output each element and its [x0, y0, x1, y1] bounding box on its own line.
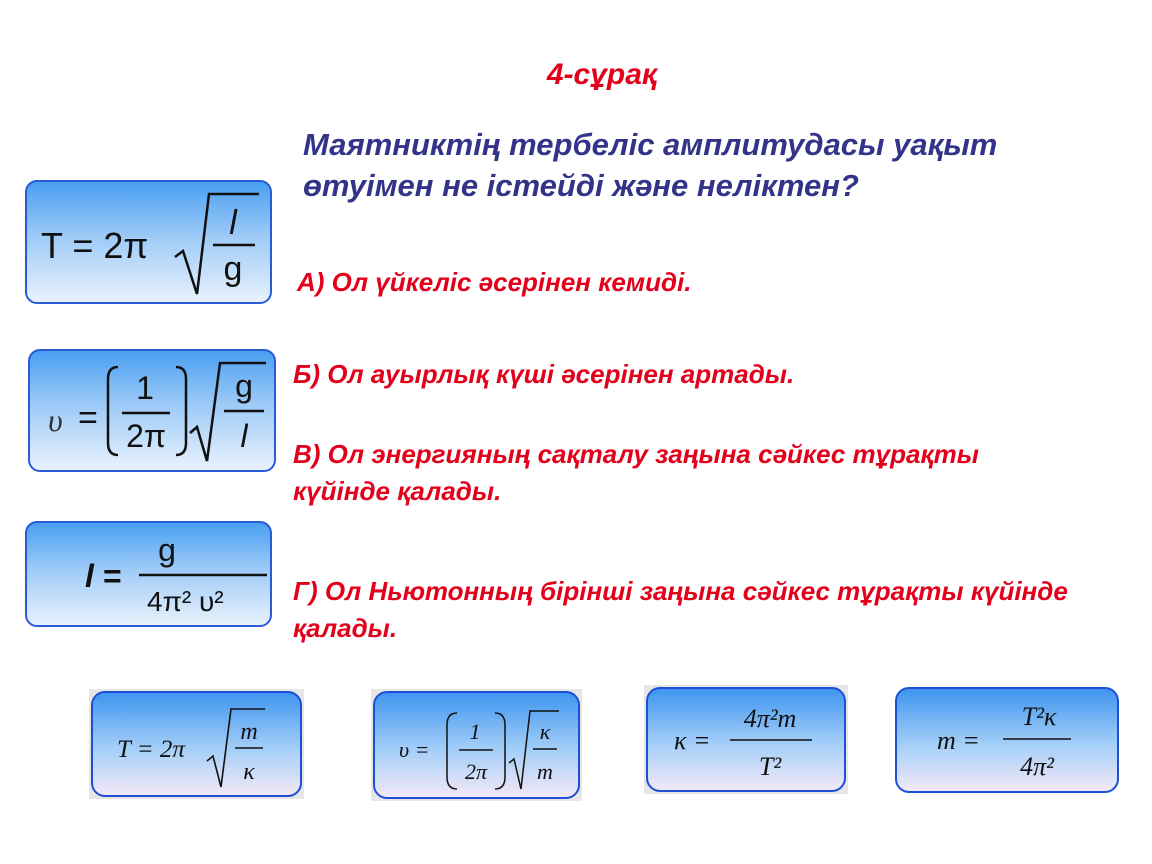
- formula-mass: [895, 687, 1119, 793]
- formula-stiffness-lhs: κ =: [674, 726, 711, 755]
- formula-mass-den: 4π²: [1020, 752, 1054, 781]
- question-text: Маятниктің тербеліс амплитудасы уақыт өтуімен не істейді және неліктен?: [303, 127, 998, 203]
- formula-period-lhs: T = 2π: [41, 225, 149, 266]
- formula-spring-period-num: m: [240, 719, 258, 745]
- formula-stiffness-num: 4π²m: [743, 704, 797, 733]
- formula-frequency-rnum: g: [235, 368, 253, 404]
- formula-frequency-rden: l: [240, 418, 248, 454]
- formula-frequency-eq: =: [78, 399, 98, 437]
- formula-mass-lhs: m =: [937, 726, 980, 755]
- formula-spring-frequency-num: 1: [469, 719, 481, 744]
- formula-length-lhs: l: [85, 558, 94, 594]
- formula-spring-period: [91, 691, 302, 797]
- formula-frequency-den: 2π: [126, 418, 166, 454]
- formula-stiffness-den: T²: [758, 752, 782, 781]
- formula-frequency: [28, 349, 276, 472]
- formula-stiffness: [646, 687, 846, 792]
- formula-length-den: 4π² υ²: [147, 586, 224, 617]
- formula-frequency-lhs: υ: [48, 402, 63, 438]
- formula-mass-num: T²κ: [1021, 702, 1057, 731]
- formula-length-eq: =: [103, 558, 122, 594]
- slide-title: 4-сұрақ: [546, 58, 658, 91]
- formula-spring-period-den: κ: [243, 759, 255, 785]
- formula-spring-period-lhs: T = 2π: [117, 736, 185, 763]
- answer-d: Г) Ол Ньютонның бірінші заңына сәйкес тұрақты күйінде қалады.: [293, 576, 1068, 643]
- formula-period-num: l: [229, 204, 237, 242]
- formula-spring-frequency: [373, 691, 580, 799]
- answer-a: А) Ол үйкеліс әсерінен кемиді.: [297, 267, 692, 297]
- formula-frequency-num: 1: [136, 370, 154, 406]
- formula-spring-frequency-rden: m: [537, 759, 553, 784]
- answer-b: Б) Ол ауырлық күші әсерінен артады.: [293, 359, 795, 389]
- formula-period: [25, 180, 272, 304]
- formula-spring-frequency-lhs: υ =: [399, 737, 430, 762]
- formula-length: [25, 521, 272, 627]
- formula-length-num: g: [158, 532, 176, 568]
- formula-spring-frequency-den: 2π: [464, 759, 488, 784]
- formula-period-den: g: [223, 250, 243, 288]
- formula-spring-frequency-rnum: κ: [539, 719, 551, 744]
- answer-c: В) Ол энергияның сақталу заңына сәйкес тұрақты күйінде қалады.: [293, 439, 979, 506]
